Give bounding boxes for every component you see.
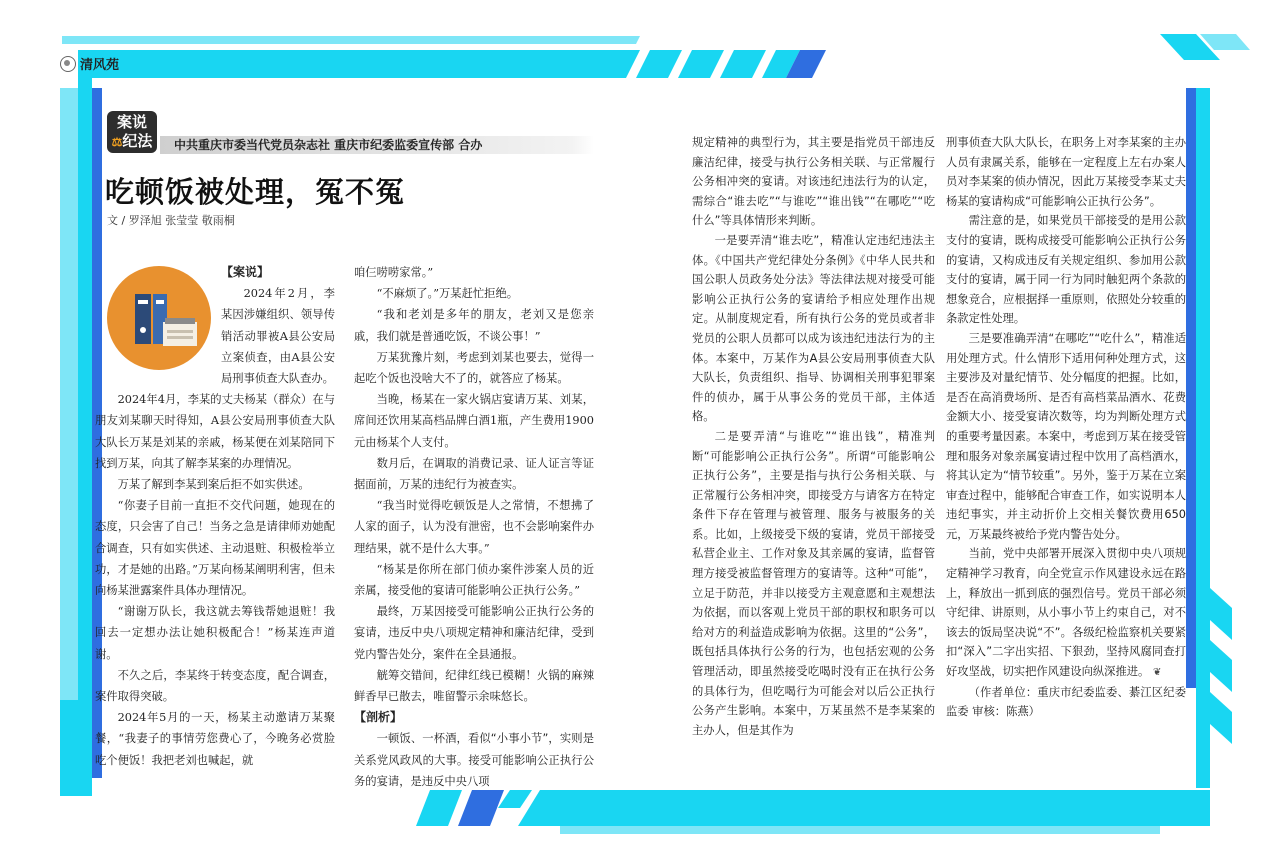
top-band-stripe-3 bbox=[720, 50, 766, 78]
col1-paragraph: 不久之后，李某终于转变态度，配合调查，案件取得突破。 bbox=[95, 668, 335, 704]
article-column-3 bbox=[692, 133, 935, 740]
article-column-2 bbox=[354, 262, 594, 792]
top-band-stripe-1 bbox=[636, 50, 682, 78]
col4-paragraph: 三是要准确弄清“在哪吃”“吃什么”，精准适用处理方式。什么情形下适用何种处理方式，这主要涉及对量纪情节、处分幅度的把握。比如，是否在高消费场所、是否有高档菜品酒水、花费金额大小、接受宴请次数等，均为判断处理方式的重要考量因素。本案中，考虑到万某在接受管理和服务对象亲属宴请过程中饮用了高档酒水，将其认定为“情节较重”。另外，鉴于万某在立案审查过程中，能够配合审查工作，如实说明本人违纪事实，并主动折价上交相关餐饮费用650元，万某最终被给予党内警告处分。 bbox=[946, 331, 1186, 541]
bottom-stripe-1 bbox=[416, 790, 462, 826]
right-stripe-2 bbox=[1210, 640, 1232, 692]
col2-paragraph: “杨某是你所在部门侦办案件涉案人员的近亲属，接受他的宴请可能影响公正执行公务。” bbox=[354, 562, 594, 598]
masthead bbox=[60, 54, 119, 73]
col4-paragraph: 需注意的是，如果党员干部接受的是用公款支付的宴请，既构成接受可能影响公正执行公务的宴请，又构成违反有关规定组织、参加用公款支付的宴请，属于同一行为同时触犯两个条款的想象竞合，应根据择一重原则，依照处分较重的条款定性处理。 bbox=[946, 214, 1186, 326]
author-note: （作者单位：重庆市纪委监委、綦江区纪委监委 审核：陈燕） bbox=[946, 685, 1186, 719]
byline: 文 / 罗泽旭 张莹莹 敬雨桐 bbox=[107, 214, 235, 227]
top-outer-stripe bbox=[62, 36, 640, 44]
col2-paragraph: 咱仨唠唠家常。” bbox=[354, 266, 434, 279]
analysis-paragraph: 一顿饭、一杯酒，看似“小事小节”，实则是关系党风政风的大事。接受可能影响公正执行公务的宴请，是违反中央八项 bbox=[354, 732, 594, 788]
col2-paragraph: “我当时觉得吃顿饭是人之常情，不想拂了人家的面子，认为没有泄密，也不会影响案件办理结果，就不是什么大事。” bbox=[354, 499, 594, 555]
top-band-stripe-2 bbox=[678, 50, 724, 78]
files-illustration-icon bbox=[105, 264, 213, 372]
col1-paragraph: “你妻子目前一直拒不交代问题，她现在的态度，只会害了自己！当务之急是请律师劝她配合调查，只有如实供述、主动退赃、积极检举立功，才是她的出路。”万某向杨某阐明利害，但未向杨某泄露案件具体办理情况。 bbox=[95, 499, 335, 598]
left-band-outer bbox=[60, 88, 78, 708]
col2-paragraph: 觥筹交错间，纪律红线已模糊！火锅的麻辣鲜香早已散去，唯留警示余味悠长。 bbox=[354, 668, 594, 704]
badge-line-2: ⚖纪法 bbox=[111, 132, 153, 150]
partnership-bar: 中共重庆市委当代党员杂志社 重庆市纪委监委宣传部 合办 bbox=[160, 136, 594, 154]
bottom-band bbox=[518, 790, 1210, 826]
col2-paragraph: “我和老刘是多年的朋友，老刘又是您亲戚，我们就是普通吃饭，不谈公事！” bbox=[354, 308, 594, 343]
right-stripe-1 bbox=[1210, 588, 1232, 640]
col4-paragraph: 刑事侦查大队大队长，在职务上对李某案的主办人员有隶属关系，能够在一定程度上左右办案人员对李某案的侦办情况，因此万某接受李某丈夫杨某的宴请构成“可能影响公正执行公务”。 bbox=[946, 136, 1186, 208]
column-badge bbox=[107, 111, 157, 153]
col2-paragraph: “不麻烦了。”万某赶忙拒绝。 bbox=[376, 287, 519, 301]
col3-paragraph: 一是要弄清“谁去吃”，精准认定违纪违法主体。《中国共产党纪律处分条例》《中华人民共和国公职人员政务处分法》等法律法规对接受可能影响公正执行公务的宴请给予相应处理作出规定。从制度规定看，所有执行公务的党员或者非党员的公职人员都可以成为该违纪违法行为的主体。本案中，万某作为A县公安局刑事侦查大队大队长，负责组织、指导、协调相关刑事犯罪案件的侦办，属于从事公务的党员干部，主体适格。 bbox=[692, 233, 935, 424]
col2-paragraph: 万某犹豫片刻，考虑到刘某也要去，觉得一起吃个饭也没啥大不了的，就答应了杨某。 bbox=[354, 350, 594, 386]
col1-paragraph: 2024年2月，李某因涉嫌组织、领导传销活动罪被A县公安局立案侦查，由A县公安局刑事侦查大队查办。 bbox=[221, 287, 335, 386]
masthead-title: 清风苑 bbox=[80, 58, 120, 73]
col4-paragraph: 当前，党中央部署开展深入贯彻中央八项规定精神学习教育，向全党宣示作风建设永远在路上，释放出一抓到底的强烈信号。党员干部必须守纪律、讲原则，从小事小节上约束自己，对不该去的饭局坚决说“不”。各级纪检监察机关要紧扣“深入”二字出实招、下狠劲，坚持风腐同查打好攻坚战，切实把作风建设向纵深推进。 ❦ bbox=[946, 547, 1186, 679]
col1-paragraph: “谢谢万队长，我这就去筹钱帮她退赃！我回去一定想办法让她积极配合！”杨某连声道谢。 bbox=[95, 605, 335, 661]
col1-paragraph: 2024年4月，李某的丈夫杨某（群众）在与朋友刘某聊天时得知，A县公安局刑事侦查大队大队长万某是刘某的亲戚，杨某便在刘某陪同下找到万某，向其了解李某案的办理情况。 bbox=[95, 393, 335, 470]
right-stripe-3 bbox=[1210, 692, 1232, 744]
leaf-end-icon: ❦ bbox=[1152, 667, 1162, 679]
article-column-1 bbox=[95, 262, 335, 771]
col2-paragraph: 最终，万某因接受可能影响公正执行公务的宴请，违反中央八项规定精神和廉洁纪律，受到党内警告处分，案件在全县通报。 bbox=[354, 605, 594, 661]
col3-paragraph: 规定精神的典型行为，其主要是指党员干部违反廉洁纪律，接受与执行公务相关联、与正常履行公务相冲突的宴请。对该违纪违法行为的认定，需综合“谁去吃”“与谁吃”“谁出钱”“在哪吃”“吃什么”等具体情形来判断。 bbox=[692, 136, 935, 228]
col2-paragraph: 当晚，杨某在一家火锅店宴请万某、刘某，席间还饮用某高档品牌白酒1瓶，产生费用1900元由杨某个人支付。 bbox=[354, 393, 594, 449]
right-band bbox=[1196, 88, 1210, 788]
article-headline: 吃顿饭被处理，冤不冤 bbox=[105, 175, 406, 209]
case-heading: 【案说】 bbox=[221, 265, 270, 279]
bottom-stripe-2 bbox=[458, 790, 504, 826]
analysis-heading: 【剖析】 bbox=[354, 710, 403, 725]
badge-line-1: 案说 bbox=[116, 113, 147, 131]
col2-paragraph: 数月后，在调取的消费记录、证人证言等证据面前，万某的违纪行为被查实。 bbox=[354, 456, 594, 492]
left-band bbox=[78, 78, 92, 790]
bottom-left-block bbox=[60, 700, 92, 796]
article-column-4 bbox=[946, 133, 1186, 722]
col3-paragraph: 二是要弄清“与谁吃”“谁出钱”，精准判断“可能影响公正执行公务”。所谓“可能影响公正执行公务”，主要是指与执行公务相关联、与正常履行公务相冲突，即接受方与请客方在特定条件下存在管理与被管理、服务与被服务的关系。比如，上级接受下级的宴请，党员干部接受私营企业主、工作对象及其亲属的宴请，监督管理方接受被监督管理方的宴请等。这种“可能”，立足于防范，并非以接受方主观意愿和主观想法为依据，而以客观上党员干部的职权和职务可以给对方的利益造成影响为依据。这里的“公务”，既包括具体执行公务的行为，也包括宏观的公务管理活动，即虽然接受吃喝时没有正在执行公务的具体行为，但吃喝行为可能会对以后公正执行公务产生影响。本案中，万某虽然不是李某案的主办人，但是其作为 bbox=[692, 429, 935, 737]
gavel-icon: ⚖ bbox=[111, 135, 123, 149]
col1-paragraph: 万某了解到李某到案后拒不如实供述。 bbox=[117, 478, 310, 492]
magazine-logo-icon bbox=[60, 56, 76, 72]
right-band-dark bbox=[1186, 88, 1196, 688]
col1-paragraph: 2024年5月的一天，杨某主动邀请万某聚餐，“我妻子的事情劳您费心了，今晚务必赏脸吃个便饭！我把老刘也喊起，就 bbox=[95, 711, 335, 767]
bottom-stripe-3 bbox=[498, 790, 532, 808]
top-band bbox=[78, 50, 640, 78]
bottom-band-outer bbox=[560, 826, 1160, 834]
